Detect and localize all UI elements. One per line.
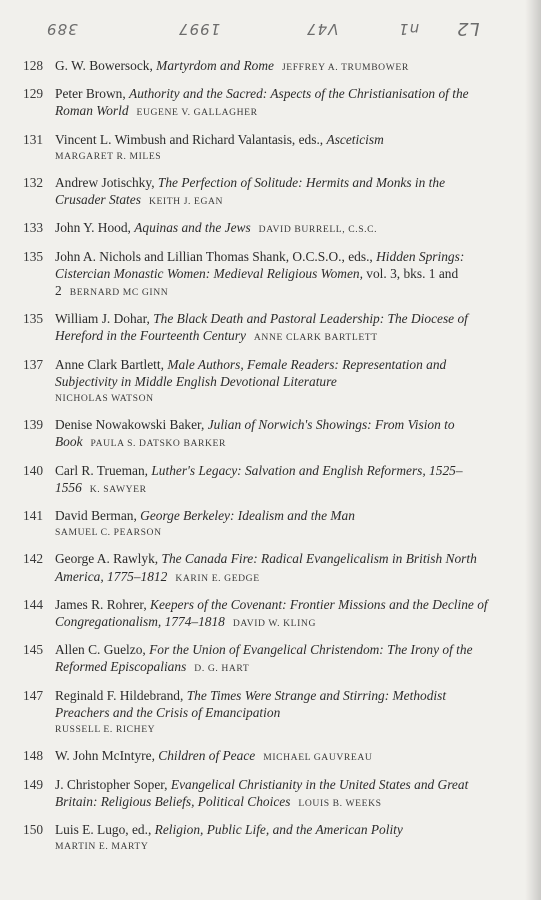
page-number: 128 bbox=[23, 58, 44, 73]
book-title: Martyrdom and Rome bbox=[156, 58, 274, 73]
review-entry bbox=[23, 462, 493, 498]
review-entry bbox=[23, 174, 493, 210]
reviewer-name: NICHOLAS WATSON bbox=[55, 393, 154, 405]
book-title: Evangelical Christianity in the United States and Great Britain: Religious Beliefs, Political Choices bbox=[55, 776, 469, 809]
book-author: John A. Nichols and Lillian Thomas Shank, O.C.S.O., eds., bbox=[55, 248, 377, 264]
handwritten-annotation bbox=[0, 14, 541, 44]
review-entry bbox=[23, 550, 493, 586]
review-entry bbox=[23, 219, 493, 238]
reviewer-name: SAMUEL C. PEARSON bbox=[55, 527, 162, 539]
book-title: The Times Were Strange and Stirring: Methodist Preachers and the Crisis of Emancipation bbox=[55, 687, 447, 720]
book-author: George A. Rawlyk, bbox=[55, 551, 162, 567]
entry-text bbox=[55, 248, 493, 302]
entry-text bbox=[55, 174, 493, 210]
handwritten-note: 1997 bbox=[178, 20, 221, 38]
review-entry bbox=[23, 507, 493, 541]
page-number: 137 bbox=[23, 356, 44, 372]
review-entry bbox=[23, 687, 493, 739]
review-entry bbox=[23, 596, 493, 632]
review-entry bbox=[23, 747, 493, 766]
book-author: W. John McIntyre, bbox=[55, 748, 159, 764]
page-number: 142 bbox=[23, 551, 44, 567]
reviewer-name: LOUIS B. WEEKS bbox=[298, 797, 382, 809]
page-number: 131 bbox=[23, 131, 44, 147]
book-author: Vincent L. Wimbush and Richard Valantasis, eds., bbox=[55, 131, 327, 147]
entry-text bbox=[55, 776, 493, 812]
book-title: Keepers of the Covenant: Frontier Missions and the Decline of Congregationalism, 1774–1818 bbox=[55, 596, 488, 630]
book-title: The Canada Fire: Radical Evangelicalism in British North America, 1775–1812 bbox=[55, 551, 477, 584]
entry-text bbox=[55, 507, 493, 541]
book-title: For the Union of Evangelical Christendom: The Irony of the Reformed Episcopalians bbox=[55, 642, 473, 675]
entry-text bbox=[55, 416, 493, 452]
book-title: Authority and the Sacred: Aspects of the Christianisation of the Roman World bbox=[55, 86, 469, 119]
entry-text bbox=[55, 57, 493, 76]
book-author: G. W. Bowersock, bbox=[55, 58, 157, 73]
entry-text bbox=[55, 596, 493, 632]
page-number: 129 bbox=[23, 86, 44, 102]
entry-text bbox=[55, 641, 493, 677]
book-review-list bbox=[23, 57, 493, 864]
handwritten-note: 389 bbox=[46, 20, 78, 38]
book-title: Male Authors, Female Readers: Representation and Subjectivity in Middle English Devotional Literature bbox=[55, 356, 447, 389]
review-entry bbox=[23, 641, 493, 677]
page-edge-shadow bbox=[525, 0, 541, 900]
book-title: George Berkeley: Idealism and the Man bbox=[140, 508, 355, 524]
page-number: 135 bbox=[23, 248, 44, 264]
reviewer-name: DAVID BURRELL, C.S.C. bbox=[258, 224, 378, 236]
page-number: 133 bbox=[23, 220, 44, 236]
book-author: James R. Rohrer, bbox=[55, 596, 151, 612]
entry-text bbox=[55, 356, 493, 408]
page-number: 145 bbox=[23, 642, 44, 658]
page-number: 150 bbox=[23, 821, 44, 837]
page-number: 132 bbox=[23, 175, 44, 191]
reviewer-name: KARIN E. GEDGE bbox=[175, 572, 260, 584]
page-number: 140 bbox=[23, 462, 44, 478]
review-entry bbox=[23, 416, 493, 452]
page-number: 149 bbox=[23, 776, 44, 792]
book-author: Reginald F. Hildebrand, bbox=[55, 687, 187, 703]
page-number: 135 bbox=[23, 311, 44, 327]
entry-text bbox=[55, 747, 493, 766]
entry-text bbox=[55, 219, 493, 238]
reviewer-name: RUSSELL E. RICHEY bbox=[55, 724, 156, 736]
review-entry bbox=[23, 85, 493, 121]
book-author: William J. Dohar, bbox=[55, 311, 154, 327]
page-number: 141 bbox=[23, 508, 44, 524]
reviewer-name: MARTIN E. MARTY bbox=[55, 841, 149, 853]
entry-text bbox=[55, 462, 493, 498]
book-author: John Y. Hood, bbox=[55, 220, 135, 236]
book-title: The Perfection of Solitude: Hermits and Monks in the Crusader States bbox=[55, 175, 446, 208]
book-author: Denise Nowakowski Baker, bbox=[55, 417, 208, 433]
book-author: David Berman, bbox=[55, 508, 141, 524]
book-title: Luther's Legacy: Salvation and English Reformers, 1525–1556 bbox=[55, 462, 463, 495]
review-entry bbox=[23, 310, 493, 346]
book-title: Asceticism bbox=[326, 131, 384, 147]
book-title: Children of Peace bbox=[158, 748, 256, 764]
entry-text bbox=[55, 85, 493, 121]
book-title: Aquinas and the Jews bbox=[134, 220, 251, 236]
review-entry bbox=[23, 356, 493, 408]
book-volume-info: vol. 3, bks. 1 and 2 bbox=[55, 265, 459, 299]
entry-text bbox=[55, 131, 493, 165]
entry-text bbox=[55, 687, 493, 739]
reviewer-name: MICHAEL GAUVREAU bbox=[263, 752, 373, 764]
reviewer-name: MARGARET R. MILES bbox=[55, 150, 162, 162]
book-author: Allen C. Guelzo, bbox=[55, 642, 150, 658]
reviewer-name: D. G. HART bbox=[194, 663, 250, 675]
page-number: 139 bbox=[23, 417, 44, 433]
review-entry bbox=[23, 776, 493, 812]
reviewer-name: PAULA S. DATSKO BARKER bbox=[90, 438, 226, 450]
page-number: 148 bbox=[23, 748, 44, 764]
page-number: 144 bbox=[23, 596, 44, 612]
entry-text bbox=[55, 550, 493, 586]
handwritten-note: n1 bbox=[398, 20, 420, 38]
review-entry bbox=[23, 57, 493, 76]
review-entry bbox=[23, 821, 493, 855]
reviewer-name: BERNARD MC GINN bbox=[69, 287, 169, 299]
page-number: 147 bbox=[23, 687, 44, 703]
reviewer-name: DAVID W. KLING bbox=[232, 618, 316, 630]
reviewer-name: K. SAWYER bbox=[89, 483, 147, 495]
book-title: Julian of Norwich's Showings: From Vision to Book bbox=[55, 417, 455, 450]
entry-text bbox=[55, 821, 493, 855]
book-author: Carl R. Trueman, bbox=[55, 462, 152, 478]
reviewer-name: KEITH J. EGAN bbox=[148, 196, 224, 208]
book-title: Hidden Springs: Cistercian Monastic Women: Medieval Religious Women, bbox=[55, 248, 465, 281]
handwritten-note: V47 bbox=[306, 20, 339, 38]
book-author: J. Christopher Soper, bbox=[55, 776, 171, 792]
reviewer-name: EUGENE V. GALLAGHER bbox=[136, 107, 258, 119]
book-author: Peter Brown, bbox=[55, 86, 130, 102]
entry-text bbox=[55, 310, 493, 346]
review-entry bbox=[23, 131, 493, 165]
reviewer-name: ANNE CLARK BARTLETT bbox=[253, 332, 378, 344]
book-author: Anne Clark Bartlett, bbox=[55, 356, 168, 372]
reviewer-name: JEFFREY A. TRUMBOWER bbox=[281, 62, 409, 73]
book-author: Andrew Jotischky, bbox=[55, 175, 158, 191]
book-title: Religion, Public Life, and the American Polity bbox=[154, 821, 403, 837]
book-author: Luis E. Lugo, ed., bbox=[55, 821, 155, 837]
review-entry bbox=[23, 248, 493, 302]
handwritten-note: L2 bbox=[456, 18, 480, 39]
book-title: The Black Death and Pastoral Leadership: The Diocese of Hereford in the Fourteenth Century bbox=[55, 311, 468, 344]
